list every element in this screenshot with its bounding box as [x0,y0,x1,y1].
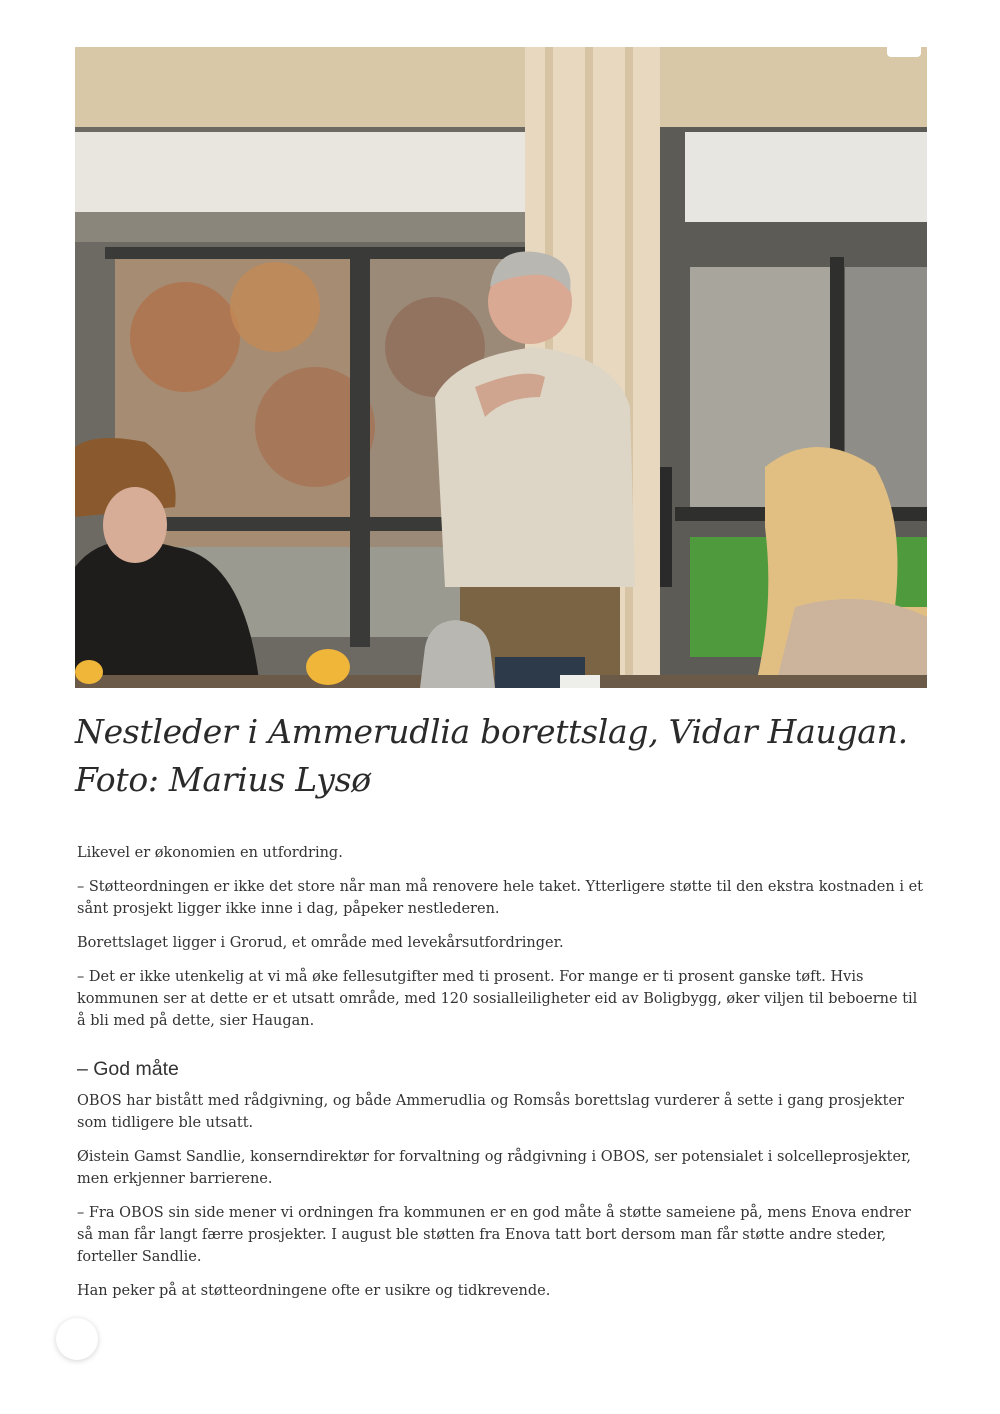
caption-line-2: Foto: Marius Lysø [75,760,371,799]
paragraph: Borettslaget ligger i Grorud, et område med levekårsutfordringer. [77,935,564,951]
photo-corner-tab [887,47,921,57]
photo-illustration [75,47,927,688]
paragraph: Likevel er økonomien en utfordring. [77,845,343,861]
caption-line-1: Nestleder i Ammerudlia borettslag, Vidar Haugan. [75,712,908,751]
floating-action-button[interactable] [56,1318,98,1360]
paragraph: – Fra OBOS sin side mener vi ordningen fra kommunen er en god måte å støtte sameiene på, mens Enova endrer så man får langt færre prosjekter. I august ble støtten fra Enova tatt bort dersom man får støtte andre steder, forteller Sandlie. [77,1205,911,1265]
paragraph: OBOS har bistått med rådgivning, og både Ammerudlia og Romsås borettslag vurderer å sette i gang prosjekter som tidligere ble utsatt. [77,1093,904,1131]
photo-caption [75,708,935,804]
article-body [77,842,923,1314]
paragraph: Han peker på at støtteordningene ofte er usikre og tidkrevende. [77,1283,551,1299]
paragraph: – Det er ikke utenkelig at vi må øke fellesutgifter med ti prosent. For mange er ti prosent ganske tøft. Hvis kommunen ser at dette er et utsatt område, med 120 sosialleiligheter eid av Boligbygg, øker viljen til beboerne til å bli med på dette, sier Haugan. [77,969,918,1029]
paragraph: Øistein Gamst Sandlie, konserndirektør for forvaltning og rådgivning i OBOS, ser potensialet i solcelleprosjekter, men erkjenner barrierene. [77,1149,912,1187]
paragraph: – Støtteordningen er ikke det store når man må renovere hele taket. Ytterligere støtte til den ekstra kostnaden i et sånt prosjekt ligger ikke inne i dag, påpeker nestlederen. [77,879,923,917]
article-photo [75,47,927,688]
section-subheading: – God måte [77,1058,179,1080]
